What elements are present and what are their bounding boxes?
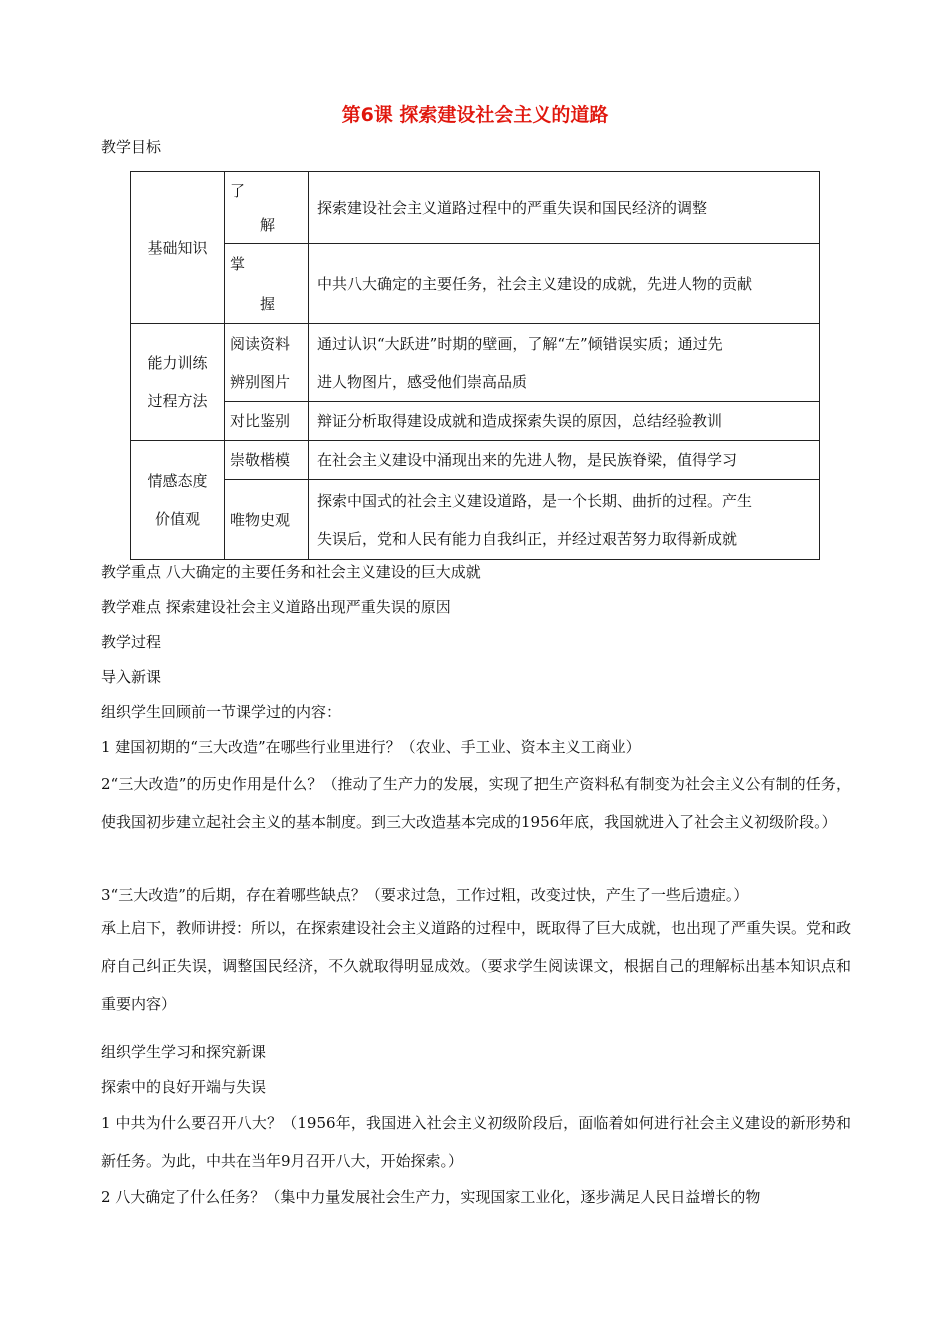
section-heading: 探索中的良好开端与失误 [101, 1078, 267, 1096]
sub-role-model: 崇敬楷模 [225, 441, 309, 480]
group-emotion: 情感态度 价值观 [131, 441, 225, 560]
desc-master: 中共八大确定的主要任务，社会主义建设的成就，先进人物的贡献 [309, 244, 820, 324]
key-point: 教学重点 八大确定的主要任务和社会主义建设的巨大成就 [101, 563, 481, 581]
paragraph-1: 1 中共为什么要召开八大？（1956年，我国进入社会主义初级阶段后，面临着如何进行社会主义建设的新形势和新任务。为此，中共在当年9月召开八大，开始探索。） [101, 1114, 851, 1170]
new-lesson-heading: 组织学生学习和探究新课 [101, 1043, 267, 1061]
desc-materialism: 探索中国式的社会主义建设道路，是一个长期、曲折的过程。产生 失误后，党和人民有能力自我纠正，并经过艰苦努力取得新成就 [309, 480, 820, 560]
paragraph-2: 2 八大确定了什么任务？（集中力量发展社会生产力，实现国家工业化，逐步满足人民日益增长的物 [101, 1188, 761, 1206]
desc-compare: 辩证分析取得建设成就和造成探索失误的原因，总结经验教训 [309, 402, 820, 441]
difficult-point: 教学难点 探索建设社会主义道路出现严重失误的原因 [101, 598, 451, 616]
goals-heading: 教学目标 [101, 138, 162, 156]
transition-paragraph: 承上启下，教师讲授：所以，在探索建设社会主义道路的过程中，既取得了巨大成就，也出现了严重失误。党和政府自己纠正失误，调整国民经济，不久就取得明显成效。（要求学生阅读课文，根据自己的理解标出基本知识点和重要内容） [101, 919, 852, 1013]
sub-reading: 阅读资料 辨别图片 [225, 324, 309, 402]
sub-understand: 了 解 [225, 172, 309, 244]
group-basic-knowledge: 基础知识 [131, 172, 225, 324]
page-title: 第6课 探索建设社会主义的道路 [341, 104, 609, 126]
process-heading: 教学过程 [101, 633, 162, 651]
review-line: 组织学生回顾前一节课学过的内容： [101, 703, 342, 721]
sub-master: 掌 握 [225, 244, 309, 324]
question-2: 2“三大改造”的历史作用是什么？（推动了生产力的发展，实现了把生产资料私有制变为社会主义公有制的任务，使我国初步建立起社会主义的基本制度。到三大改造基本完成的1956年底，我国就进入了社会主义初级阶段。） [101, 775, 851, 831]
desc-role-model: 在社会主义建设中涌现出来的先进人物，是民族脊梁，值得学习 [309, 441, 820, 480]
sub-materialism: 唯物史观 [225, 480, 309, 560]
desc-reading: 通过认识“大跃进”时期的壁画，了解“左”倾错误实质；通过先 进人物图片，感受他们崇高品质 [309, 324, 820, 402]
intro-heading: 导入新课 [101, 668, 162, 686]
question-1: 1 建国初期的“三大改造”在哪些行业里进行？（农业、手工业、资本主义工商业） [101, 738, 641, 756]
goals-table [130, 171, 820, 560]
question-3: 3“三大改造”的后期，存在着哪些缺点？（要求过急，工作过粗，改变过快，产生了一些后遗症。） [101, 886, 749, 904]
desc-understand: 探索建设社会主义道路过程中的严重失误和国民经济的调整 [309, 172, 820, 244]
group-ability: 能力训练 过程方法 [131, 324, 225, 441]
sub-compare: 对比鉴别 [225, 402, 309, 441]
